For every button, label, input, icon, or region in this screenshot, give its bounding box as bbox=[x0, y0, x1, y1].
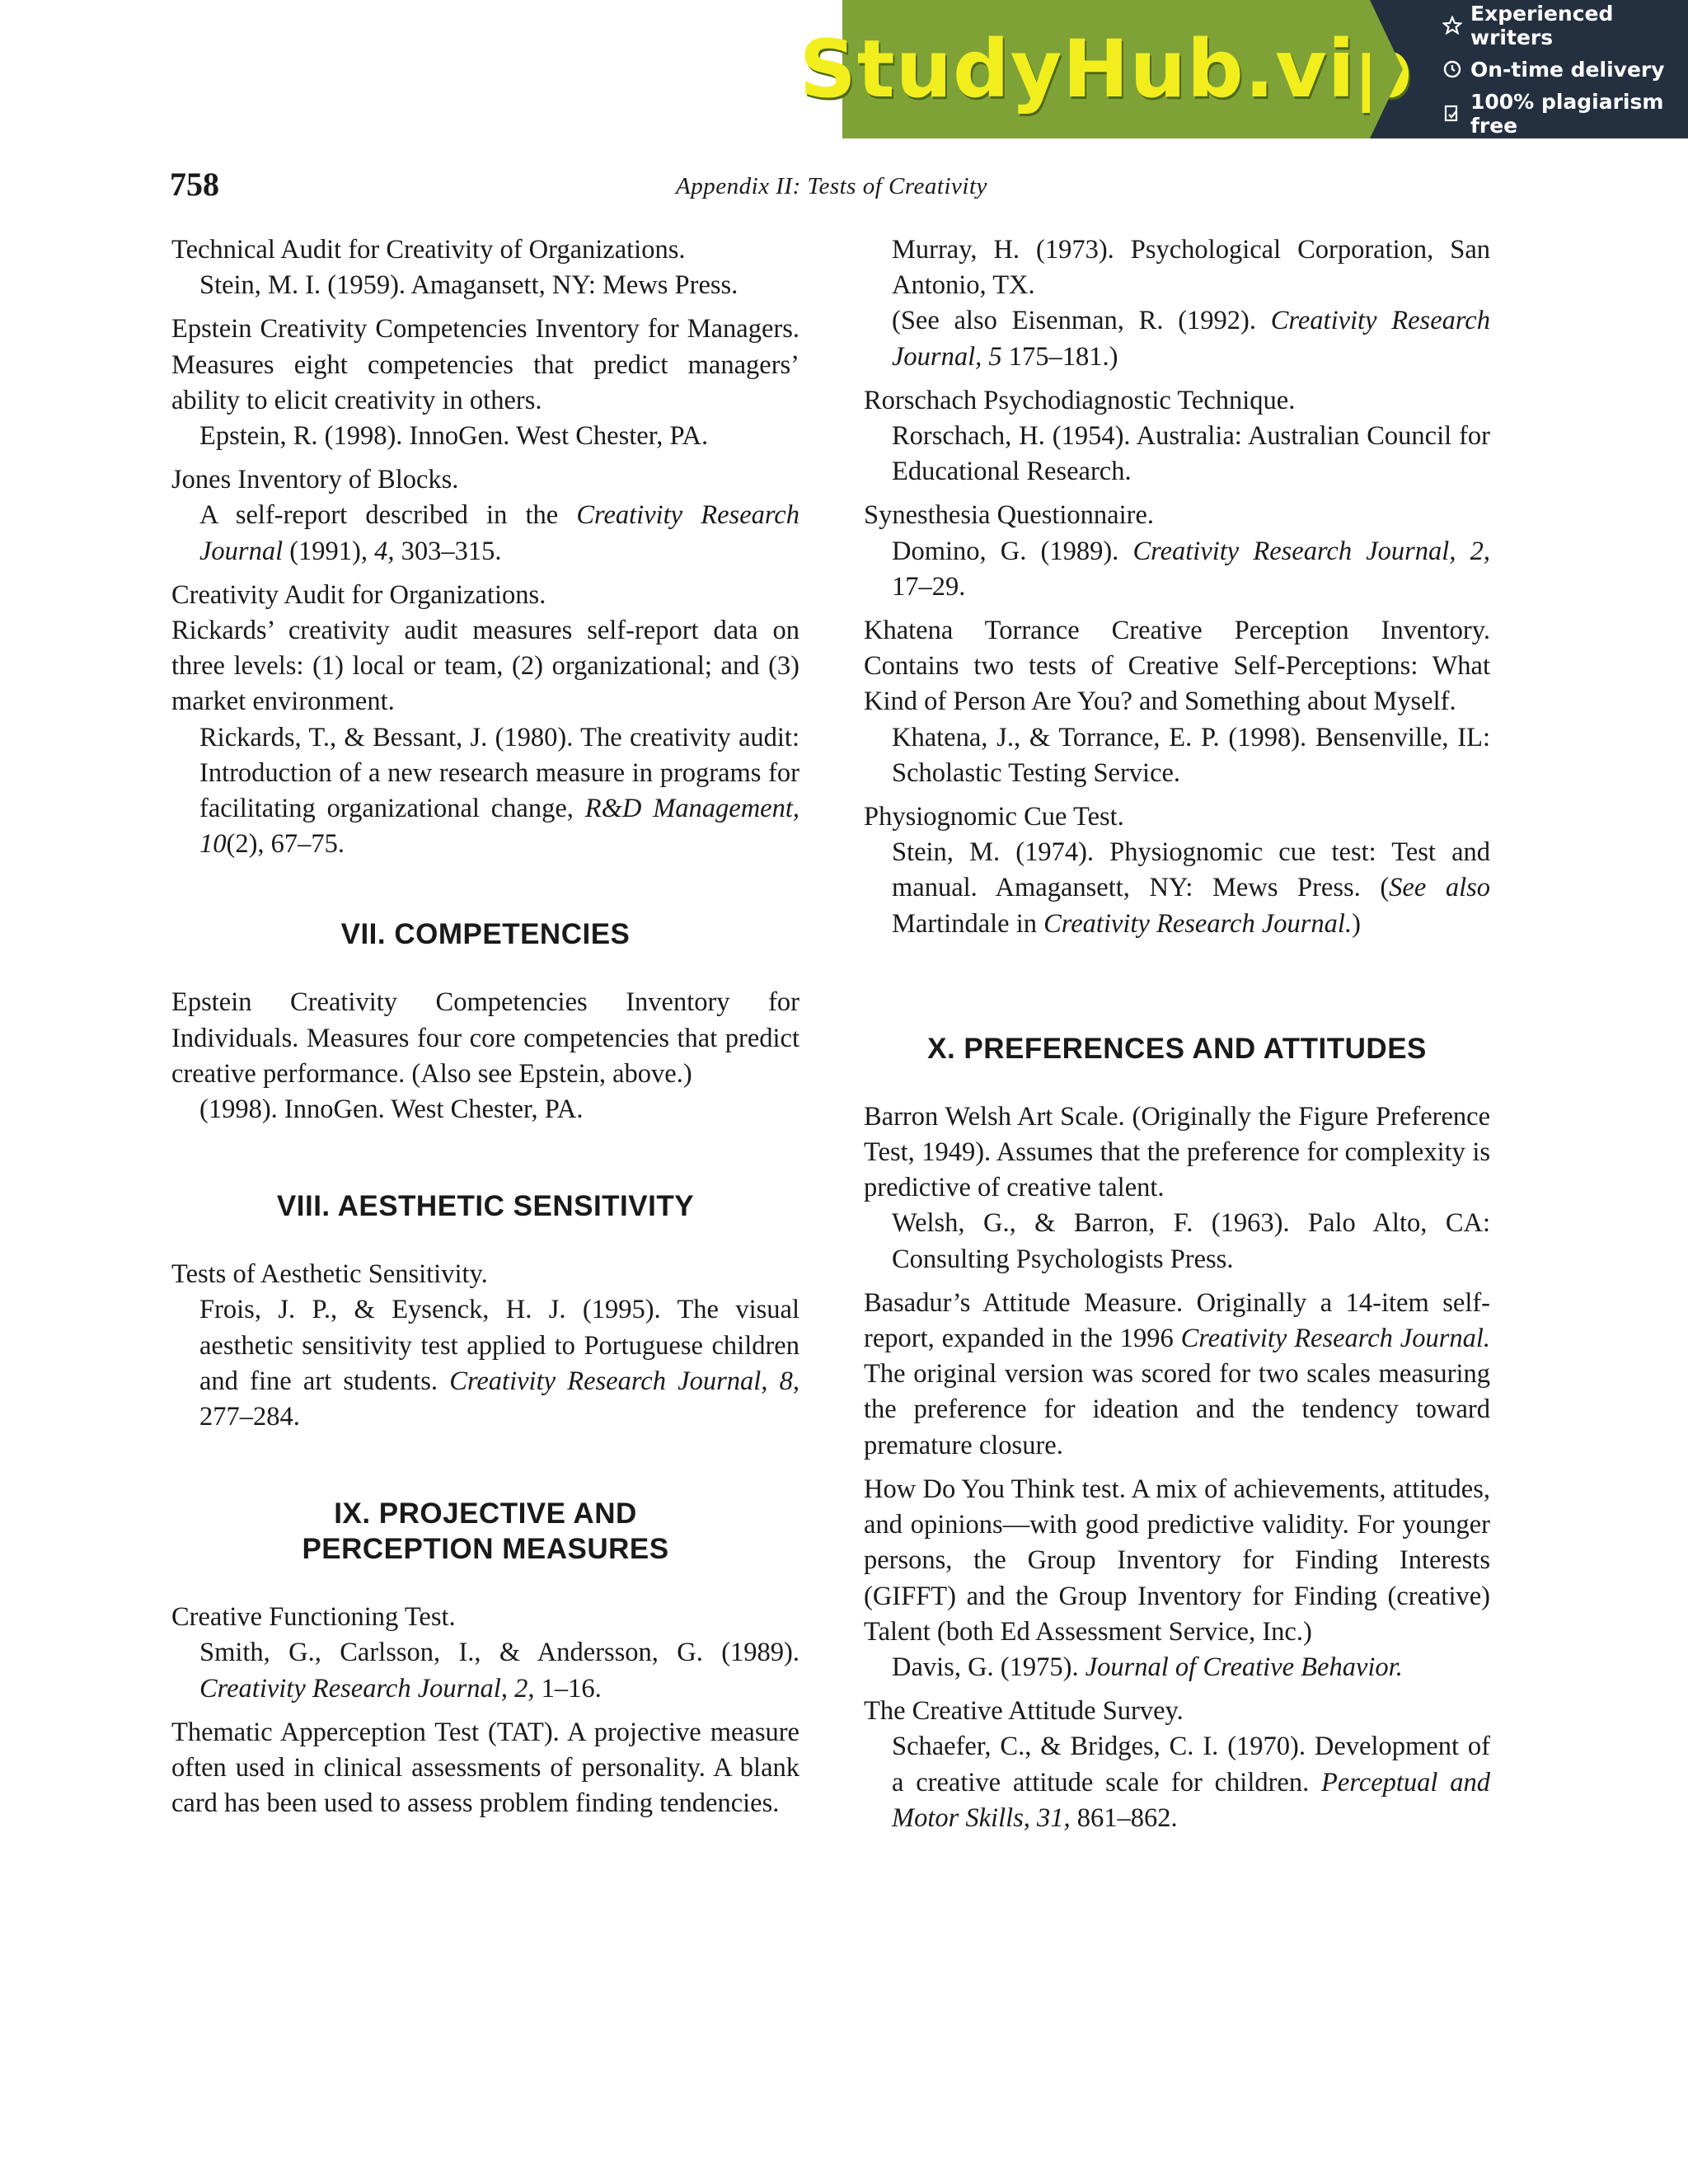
feature-label: 100% plagiarism free bbox=[1470, 89, 1664, 138]
entry-aesthetic-sensitivity bbox=[171, 1257, 799, 1435]
entry-title: Epstein Creativity Competencies Inventory for Individuals. Measures four core competencies that predict creative performance. (Also see Epstein, above.) bbox=[171, 987, 799, 1089]
entry-title: Synesthesia Questionnaire. bbox=[864, 500, 1155, 531]
entry-physiognomic-cue bbox=[864, 799, 1490, 942]
section-heading-projective: IX. PROJECTIVE AND PERCEPTION MEASURES bbox=[302, 1497, 669, 1566]
star-icon bbox=[1442, 16, 1462, 35]
entry-epstein-individuals bbox=[171, 985, 799, 1127]
entry-synesthesia bbox=[864, 498, 1490, 605]
entry-tat bbox=[171, 1715, 799, 1822]
running-head: Appendix II: Tests of Creativity bbox=[676, 173, 987, 199]
entry-title: Creativity Audit for Organizations. bbox=[171, 579, 546, 610]
entry-reference: Domino, G. (1989). Creativity Research Journal, 2, 17–29. bbox=[892, 536, 1490, 602]
section-heading-aesthetic: VIII. AESTHETIC SENSITIVITY bbox=[276, 1190, 695, 1223]
entry-title: Basadur’s Attitude Measure. Originally a 14-item self-report, expanded in the 1996 Creativity Research Journal. The original version was scored for two scales measuring the preference for ideation and the tendency toward premature closure. bbox=[864, 1287, 1490, 1460]
feature-label: On-time delivery bbox=[1470, 57, 1665, 82]
entry-title: Jones Inventory of Blocks. bbox=[171, 465, 459, 495]
entry-jones-inventory bbox=[171, 462, 799, 569]
clock-icon bbox=[1442, 59, 1462, 79]
section-heading-preferences: X. PREFERENCES AND ATTITUDES bbox=[927, 1032, 1427, 1065]
left-column bbox=[171, 232, 799, 1830]
entry-reference: Stein, M. I. (1959). Amagansett, NY: Mews Press. bbox=[199, 270, 738, 301]
entry-reference: Rorschach, H. (1954). Australia: Australian Council for Educational Research. bbox=[892, 421, 1490, 487]
entry-title: Rorschach Psychodiagnostic Technique. bbox=[864, 385, 1296, 415]
entry-how-do-you-think bbox=[864, 1472, 1490, 1685]
entry-epstein-managers bbox=[171, 312, 799, 454]
entry-reference: Smith, G., Carlsson, I., & Andersson, G. (1989). Creativity Research Journal, 2, 1–16. bbox=[199, 1638, 799, 1704]
feature-plagiarism-free bbox=[1442, 90, 1688, 138]
entry-reference: Epstein, R. (1998). InnoGen. West Chester, PA. bbox=[199, 421, 709, 452]
entry-title: Khatena Torrance Creative Perception Inventory. Contains two tests of Creative Self-Perceptions: What Kind of Person Are You? and Something about Myself. bbox=[864, 616, 1490, 717]
entry-title: Epstein Creativity Competencies Inventory for Managers. Measures eight competencies that predict managers’ ability to elicit creativity in others. bbox=[171, 314, 799, 415]
entry-rorschach bbox=[864, 383, 1490, 490]
entry-title: Tests of Aesthetic Sensitivity. bbox=[171, 1259, 488, 1290]
feature-on-time bbox=[1442, 58, 1688, 82]
feature-label: Experienced writers bbox=[1470, 1, 1614, 49]
studyhub-banner[interactable] bbox=[799, 0, 1688, 138]
entry-creativity-audit bbox=[171, 578, 799, 863]
entry-technical-audit bbox=[171, 232, 799, 303]
entry-title: Physiognomic Cue Test. bbox=[864, 802, 1124, 832]
entry-title: How Do You Think test. A mix of achievements, attitudes, and opinions—with good predictive validity. For younger persons, the Group Inventory for Finding Interests (GIFFT) and the Group Inventory for Finding (creative) Talent (both Ed Assessment Service, Inc.) bbox=[864, 1474, 1490, 1647]
page-number: 758 bbox=[170, 166, 219, 203]
entry-reference: Stein, M. (1974). Physiognomic cue test: Test and manual. Amagansett, NY: Mews Press. (See also Martindale in Creativity Research Journal.) bbox=[892, 837, 1490, 939]
entry-creative-attitude bbox=[864, 1694, 1490, 1836]
entry-basadur bbox=[864, 1286, 1490, 1464]
entry-reference: (See also Eisenman, R. (1992). Creativity Research Journal, 5 175–181.) bbox=[892, 306, 1490, 372]
entry-khatena-torrance bbox=[864, 613, 1490, 791]
logo-text: StudyHub.vip bbox=[799, 23, 1414, 115]
entry-title: Technical Audit for Creativity of Organizations. bbox=[171, 235, 686, 265]
entry-reference: Davis, G. (1975). Journal of Creative Behavior. bbox=[892, 1652, 1403, 1682]
entry-barron-welsh bbox=[864, 1099, 1490, 1277]
entry-reference: Murray, H. (1973). Psychological Corporation, San Antonio, TX. bbox=[892, 235, 1490, 301]
feature-experienced-writers bbox=[1442, 2, 1688, 49]
right-column bbox=[864, 232, 1490, 1844]
entry-title: Barron Welsh Art Scale. (Originally the Figure Preference Test, 1949). Assumes that the preference for complexity is predictive of creative talent. bbox=[864, 1101, 1490, 1203]
entry-reference: Rickards, T., & Bessant, J. (1980). The creativity audit: Introduction of a new research measure in programs for facilitating organizational change, R&D Management, 10(2), 67–75. bbox=[199, 722, 799, 860]
section-heading-competencies: VII. COMPETENCIES bbox=[340, 918, 631, 951]
studyhub-logo bbox=[799, 0, 1414, 138]
entry-reference: Khatena, J., & Torrance, E. P. (1998). Bensenville, IL: Scholastic Testing Service. bbox=[892, 722, 1490, 788]
entry-title: The Creative Attitude Survey. bbox=[864, 1696, 1184, 1727]
entry-reference: Schaefer, C., & Bridges, C. I. (1970). Development of a creative attitude scale for children. Perceptual and Motor Skills, 31, 861–862. bbox=[892, 1732, 1490, 1833]
entry-reference: (1998). InnoGen. West Chester, PA. bbox=[199, 1094, 584, 1125]
document-check-icon bbox=[1442, 104, 1462, 124]
entry-description: Rickards’ creativity audit measures self-report data on three levels: (1) local or team, (2) organizational; and (3) market environment. bbox=[171, 616, 799, 717]
entry-reference: A self-report described in the Creativity Research Journal (1991), 4, 303–315. bbox=[199, 500, 799, 566]
entry-reference: Frois, J. P., & Eysenck, H. J. (1995). The visual aesthetic sensitivity test applied to Portuguese children and fine art students. Creativity Research Journal, 8, 277–284. bbox=[199, 1295, 799, 1432]
entry-murray-continued bbox=[864, 232, 1490, 375]
entry-title: Thematic Apperception Test (TAT). A projective measure often used in clinical assessments of personality. A blank card has been used to assess problem finding tendencies. bbox=[171, 1717, 799, 1819]
entry-creative-functioning bbox=[171, 1600, 799, 1707]
banner-features bbox=[1370, 0, 1688, 138]
entry-reference: Welsh, G., & Barron, F. (1963). Palo Alto, CA: Consulting Psychologists Press. bbox=[892, 1208, 1490, 1274]
entry-title: Creative Functioning Test. bbox=[171, 1602, 456, 1633]
